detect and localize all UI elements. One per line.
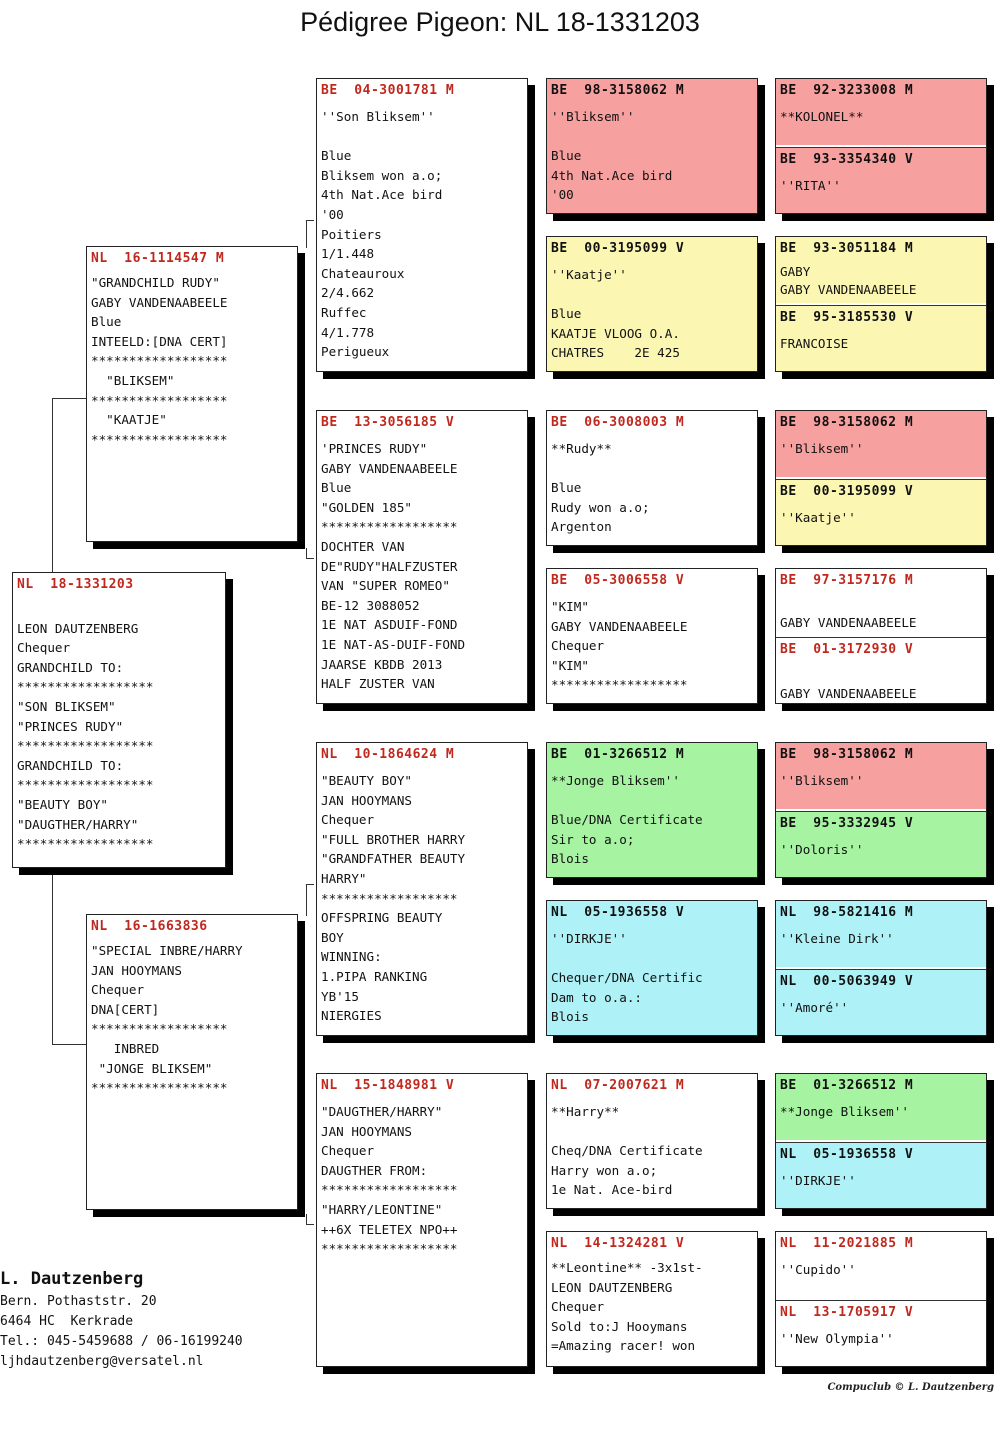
gen4-sire[interactable]: [776, 1074, 986, 1140]
gen4-sire[interactable]: [776, 743, 986, 809]
ring-number: BE 13-3056185 V: [321, 415, 455, 430]
ring-number: NL 16-1663836: [91, 919, 208, 934]
pigeon-notes: ''Doloris'': [780, 842, 864, 857]
gen4-dam[interactable]: [776, 147, 986, 214]
ring-number: BE 98-3158062 M: [780, 747, 914, 762]
ring-number: NL 18-1331203: [17, 577, 134, 592]
pigeon-notes: ''Son Bliksem'' Blue Bliksem won a.o; 4th Nat.Ace bird '00 Poitiers 1/1.448 Chateauroux 2/4.662 Ruffec 4/1.778 Perigueux: [321, 109, 443, 360]
connector-line: [52, 1044, 86, 1045]
pigeon-notes: "BEAUTY BOY" JAN HOOYMANS Chequer "FULL BROTHER HARRY "GRANDFATHER BEAUTY HARRY" ****************** OFFSPRING BEAUTY BOY WINNING: 1.PIPA RANKING YB'15 NIERGIES: [321, 773, 466, 1024]
pigeon-notes: ''Cupido'': [780, 1262, 856, 1277]
ring-number: BE 92-3233008 M: [780, 83, 914, 98]
ring-number: BE 06-3008003 M: [551, 415, 685, 430]
ring-number: BE 01-3266512 M: [551, 747, 685, 762]
gen4-sire[interactable]: [776, 569, 986, 635]
pigeon-notes: "GRANDCHILD RUDY" GABY VANDENAABEELE Blue INTEELD:[DNA CERT] ****************** "BLIKSEM" ****************** "KAATJE" ******************: [91, 275, 228, 447]
pigeon-notes: ''Bliksem'': [780, 773, 864, 788]
gen4-pair-card[interactable]: [775, 1231, 987, 1367]
pigeon-notes: ''RITA'': [780, 178, 841, 193]
connector-line: [306, 884, 314, 885]
gen4-dam[interactable]: [776, 811, 986, 878]
sire-sire-card[interactable]: [316, 78, 528, 372]
gen4-dam[interactable]: [776, 479, 986, 546]
ring-number: NL 16-1114547 M: [91, 251, 225, 266]
pigeon-notes: ''Bliksem'' Blue 4th Nat.Ace bird '00: [551, 109, 673, 203]
gen4-sire[interactable]: [776, 79, 986, 145]
ring-number: BE 00-3195099 V: [780, 484, 914, 499]
pigeon-notes: "DAUGTHER/HARRY" JAN HOOYMANS Chequer DAUGTHER FROM: ****************** "HARRY/LEONTINE" ++6X TELETEX NPO++ ******************: [321, 1104, 458, 1257]
pigeon-notes: **KOLONEL**: [780, 109, 864, 124]
pigeon-notes: ''Bliksem'': [780, 441, 864, 456]
connector-line: [306, 548, 307, 558]
pigeon-notes: "KIM" GABY VANDENAABEELE Chequer "KIM" ******************: [551, 599, 688, 693]
ring-number: BE 04-3001781 M: [321, 83, 455, 98]
pigeon-notes: ''Amoré'': [780, 1000, 849, 1015]
ring-number: NL 15-1848981 V: [321, 1078, 455, 1093]
pigeon-notes: **Jonge Bliksem'' Blue/DNA Certificate Sir to a.o; Blois: [551, 773, 703, 867]
ring-number: NL 07-2007621 M: [551, 1078, 685, 1093]
pigeon-notes: GABY VANDENAABEELE: [780, 615, 917, 630]
ring-number: BE 01-3172930 V: [780, 642, 914, 657]
connector-line: [52, 874, 53, 1044]
ring-number: BE 00-3195099 V: [551, 241, 685, 256]
pigeon-notes: **Jonge Bliksem'': [780, 1104, 909, 1119]
ring-number: BE 93-3354340 V: [780, 152, 914, 167]
ring-number: NL 05-1936558 V: [780, 1147, 914, 1162]
gen4-pair-card[interactable]: [775, 742, 987, 878]
gen4-pair-card[interactable]: [775, 236, 987, 372]
gen3-card[interactable]: [546, 78, 758, 214]
pigeon-notes: ''Kleine Dirk'': [780, 931, 894, 946]
gen4-dam[interactable]: [776, 969, 986, 1036]
gen4-pair-card[interactable]: [775, 900, 987, 1036]
gen4-sire[interactable]: [776, 901, 986, 967]
gen3-card[interactable]: [546, 742, 758, 878]
pigeon-notes: **Rudy** Blue Rudy won a.o; Argenton: [551, 441, 650, 535]
ring-number: NL 13-1705917 V: [780, 1305, 914, 1320]
gen4-dam[interactable]: [776, 305, 986, 372]
ring-number: NL 14-1324281 V: [551, 1236, 685, 1251]
gen3-card[interactable]: [546, 1231, 758, 1367]
ring-number: NL 11-2021885 M: [780, 1236, 914, 1251]
pigeon-notes: ''Kaatje'': [780, 510, 856, 525]
gen4-pair-card[interactable]: [775, 78, 987, 214]
ring-number: NL 05-1936558 V: [551, 905, 685, 920]
gen4-pair-card[interactable]: [775, 1073, 987, 1209]
gen4-sire[interactable]: [776, 237, 986, 303]
gen4-dam[interactable]: [776, 1142, 986, 1209]
ring-number: NL 98-5821416 M: [780, 905, 914, 920]
gen3-card[interactable]: [546, 568, 758, 704]
connector-line: [306, 558, 314, 559]
pigeon-notes: GABY VANDENAABEELE: [780, 686, 917, 701]
ring-number: BE 93-3051184 M: [780, 241, 914, 256]
gen4-pair-card[interactable]: [775, 568, 987, 704]
connector-line: [306, 220, 307, 248]
pigeon-notes: ''Kaatje'' Blue KAATJE VLOOG O.A. CHATRES 2E 425: [551, 267, 680, 361]
page-title: Pédigree Pigeon: NL 18-1331203: [300, 7, 700, 37]
ring-number: BE 01-3266512 M: [780, 1078, 914, 1093]
breeder-name: L. Dautzenberg: [0, 1269, 144, 1289]
gen3-card[interactable]: [546, 410, 758, 546]
connector-line: [306, 220, 314, 221]
pigeon-notes: ''New Olympia'': [780, 1331, 894, 1346]
sire-card[interactable]: [86, 246, 298, 542]
gen3-card[interactable]: [546, 1073, 758, 1209]
dam-card[interactable]: [86, 914, 298, 1210]
software-credit: Compuclub © L. Dautzenberg: [827, 1382, 994, 1393]
gen4-dam[interactable]: [776, 1300, 986, 1367]
gen4-sire[interactable]: [776, 411, 986, 477]
pigeon-notes: ''DIRKJE'' Chequer/DNA Certific Dam to o.a.: Blois: [551, 931, 703, 1025]
connector-line: [306, 1214, 307, 1224]
pigeon-notes: GABY GABY VANDENAABEELE: [780, 264, 917, 297]
connector-line: [52, 398, 53, 574]
gen4-pair-card[interactable]: [775, 410, 987, 546]
ring-number: NL 10-1864624 M: [321, 747, 455, 762]
dam-sire-card[interactable]: [316, 742, 528, 1036]
connector-line: [52, 398, 86, 399]
gen4-sire[interactable]: [776, 1232, 986, 1298]
pigeon-notes: FRANCOISE: [780, 336, 849, 351]
gen4-dam[interactable]: [776, 637, 986, 704]
gen3-card[interactable]: [546, 900, 758, 1036]
subject-pigeon-card[interactable]: [12, 572, 226, 868]
pigeon-notes: ''DIRKJE'': [780, 1173, 856, 1188]
pigeon-notes: 'PRINCES RUDY" GABY VANDENAABEELE Blue "GOLDEN 185" ****************** DOCHTER VAN DE"RUDY"HALFZUSTER VAN "SUPER ROMEO" BE-12 3088052 1E NAT ASDUIF-FOND 1E NAT-AS-DUIF-FOND JAARSE KBDB 2013 HALF ZUSTER VAN: [321, 441, 466, 692]
ring-number: BE 05-3006558 V: [551, 573, 685, 588]
ring-number: BE 97-3157176 M: [780, 573, 914, 588]
ring-number: BE 98-3158062 M: [551, 83, 685, 98]
dam-dam-card[interactable]: [316, 1073, 528, 1367]
gen3-card[interactable]: [546, 236, 758, 372]
connector-line: [306, 884, 307, 916]
breeder-info: [0, 1266, 300, 1372]
pigeon-notes: LEON DAUTZENBERG Chequer GRANDCHILD TO: ****************** "SON BLIKSEM" "PRINCES RUDY" ****************** GRANDCHILD TO: ****************** "BEAUTY BOY" "DAUGTHER/HARRY" ******************: [17, 620, 154, 852]
pigeon-notes: "SPECIAL INBRE/HARRY JAN HOOYMANS Chequer DNA[CERT] ****************** INBRED "JONGE BLIKSEM" ******************: [91, 943, 243, 1096]
pigeon-notes: **Harry** Cheq/DNA Certificate Harry won a.o; 1e Nat. Ace-bird: [551, 1104, 703, 1198]
ring-number: BE 98-3158062 M: [780, 415, 914, 430]
connector-line: [306, 1224, 314, 1225]
sire-dam-card[interactable]: [316, 410, 528, 704]
ring-number: BE 95-3332945 V: [780, 816, 914, 831]
breeder-address: Bern. Pothaststr. 20 6464 HC Kerkrade Tel.: 045-5459688 / 06-16199240 ljhdautzenberg@versatel.nl: [0, 1294, 243, 1369]
ring-number: NL 00-5063949 V: [780, 974, 914, 989]
ring-number: BE 95-3185530 V: [780, 310, 914, 325]
pigeon-notes: **Leontine** -3x1st- LEON DAUTZENBERG Chequer Sold to:J Hooymans =Amazing racer! won: [551, 1260, 703, 1354]
